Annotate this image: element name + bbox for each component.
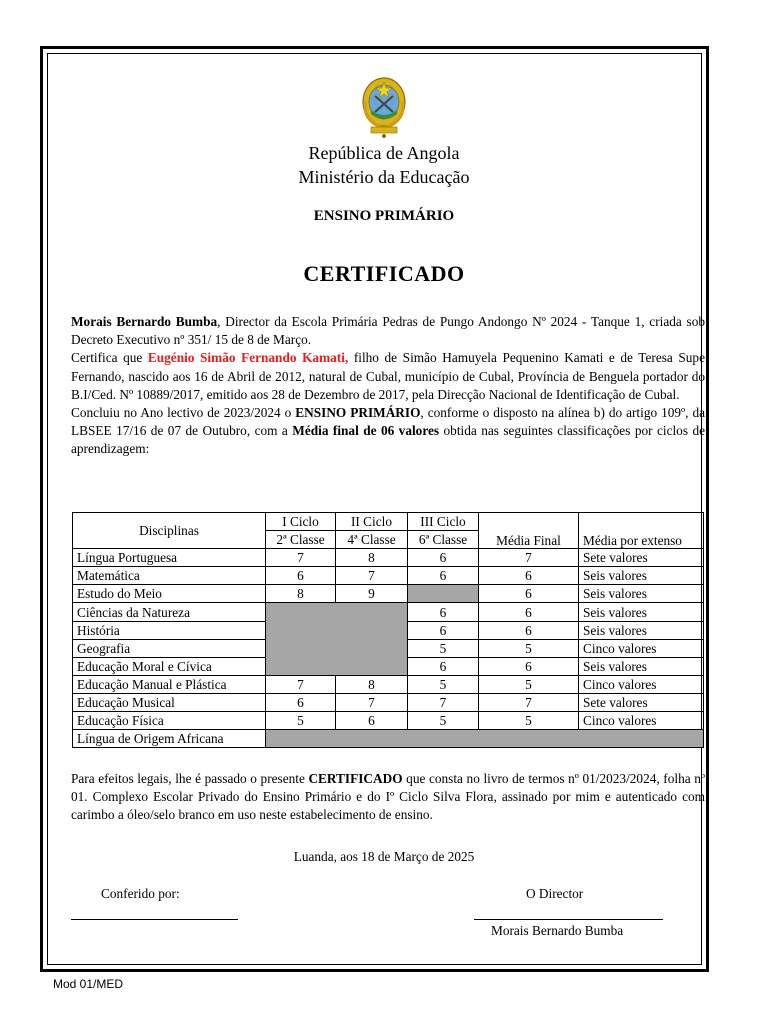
table-header-row <box>73 513 704 531</box>
grade-cycle-3: 6 <box>408 567 479 585</box>
director-name: Morais Bernardo Bumba <box>71 314 218 329</box>
grade-not-applicable <box>266 730 704 748</box>
header-class-1: 2ª Classe <box>266 531 336 549</box>
director-text: , Director da Escola Primária Pedras de Pungo Andongo Nº 2024 - Tanque 1, criada sob Decreto Executivo nº 351/ 15 de 8 de Março. <box>71 314 705 348</box>
grade-extenso: Sete valores <box>579 693 704 711</box>
discipline-name: Educação Musical <box>73 693 266 711</box>
closing-prefix: Para efeitos legais, lhe é passado o presente <box>71 771 309 786</box>
grade-cycle-2: 6 <box>336 712 408 730</box>
director-signature-line <box>474 919 663 920</box>
checked-by-signature-line <box>71 919 238 920</box>
certificate-title: CERTIFICADO <box>303 261 465 286</box>
grade-cycle-2: 8 <box>336 549 408 567</box>
table-row <box>73 730 704 748</box>
grades-table <box>72 512 704 748</box>
student-paragraph <box>71 349 705 404</box>
closing-word: CERTIFICADO <box>308 771 403 786</box>
grade-extenso: Sete valores <box>579 549 704 567</box>
grade-not-applicable <box>408 585 479 603</box>
grade-extenso: Seis valores <box>579 603 704 621</box>
closing-suffix: que consta no livro de termos nº 01/2023/2024, folha nº 01. Complexo Escolar Privado do Ensino Primário e do Iº Ciclo Silva Flora, assinado por mim e autenticado com carimbo a óleo/selo branco em uso neste estabelecimento de ensino. <box>71 771 705 823</box>
grade-cycle-1: 6 <box>266 567 336 585</box>
grade-cycle-3: 5 <box>408 712 479 730</box>
form-model-code: Mod 01/MED <box>53 977 124 991</box>
discipline-name: Educação Moral e Cívica <box>73 657 266 675</box>
grade-cycle-1: 6 <box>266 693 336 711</box>
discipline-name: Geografia <box>73 639 266 657</box>
table-row <box>73 603 704 621</box>
grade-cycle-1: 7 <box>266 549 336 567</box>
student-text: filho de Simão Hamuyela Pequenino Kamati e de Teresa Supe Fernando, nascido aos 16 de Abril de 2012, natural de Cubal, município de Cubal, Província de Benguela portador do B.I/Ced. Nº 10889/2017, emitido aos 28 de Dezembro de 2017, pela Direcção Nacional de Identificação de Cubal. <box>71 350 705 402</box>
discipline-name: História <box>73 621 266 639</box>
discipline-name: Língua de Origem Africana <box>73 730 266 748</box>
grade-media: 6 <box>479 567 579 585</box>
header-disciplinas: Disciplinas <box>73 513 266 549</box>
header-media-final: Média Final <box>479 513 579 549</box>
director-paragraph <box>71 313 705 349</box>
table-row <box>73 693 704 711</box>
concluded-mid: , conforme o disposto na alínea b) do artigo 109º, da LBSEE 17/16 de 07 de Outubro, com a <box>71 405 706 439</box>
certificate-body <box>71 313 705 459</box>
grade-cycle-2: 7 <box>336 693 408 711</box>
discipline-name: Educação Física <box>73 712 266 730</box>
discipline-name: Língua Portuguesa <box>73 549 266 567</box>
discipline-name: Matemática <box>73 567 266 585</box>
grade-cycle-1: 7 <box>266 675 336 693</box>
grade-media: 5 <box>479 639 579 657</box>
grade-cycle-2: 7 <box>336 567 408 585</box>
grade-not-applicable <box>266 603 408 675</box>
grade-media: 6 <box>479 603 579 621</box>
header-class-3: 6ª Classe <box>408 531 479 549</box>
grade-cycle-3: 7 <box>408 693 479 711</box>
grade-cycle-3: 6 <box>408 657 479 675</box>
discipline-name: Ciências da Natureza <box>73 603 266 621</box>
grade-cycle-3: 6 <box>408 621 479 639</box>
grade-media: 6 <box>479 657 579 675</box>
grade-extenso: Seis valores <box>579 621 704 639</box>
grade-cycle-1: 5 <box>266 712 336 730</box>
grade-cycle-3: 6 <box>408 549 479 567</box>
final-grade: Média final de 06 valores <box>292 423 440 439</box>
discipline-name: Educação Manual e Plástica <box>73 675 266 693</box>
ministry-name: Ministério da Educação <box>298 167 470 187</box>
grade-media: 7 <box>479 693 579 711</box>
grade-extenso: Seis valores <box>579 657 704 675</box>
grade-media: 6 <box>479 585 579 603</box>
table-row <box>73 675 704 693</box>
grade-media: 6 <box>479 621 579 639</box>
grade-extenso: Cinco valores <box>579 712 704 730</box>
header-media-extenso: Média por extenso <box>579 513 704 549</box>
director-signature-name: Morais Bernardo Bumba <box>491 923 624 938</box>
header-cycle-3: III Ciclo <box>408 513 479 531</box>
grade-media: 7 <box>479 549 579 567</box>
grade-cycle-2: 9 <box>336 585 408 603</box>
header-class-2: 4ª Classe <box>336 531 408 549</box>
grade-cycle-2: 8 <box>336 675 408 693</box>
table-row <box>73 712 704 730</box>
concluded-level: ENSINO PRIMÁRIO <box>295 405 421 421</box>
grade-extenso: Cinco valores <box>579 639 704 657</box>
republic-name: República de Angola <box>308 143 460 163</box>
student-name: Eugénio Simão Fernando Kamati, <box>147 350 349 366</box>
discipline-name: Estudo do Meio <box>73 585 266 603</box>
conclusion-paragraph <box>71 404 705 459</box>
header-cycle-1: I Ciclo <box>266 513 336 531</box>
grade-cycle-3: 5 <box>408 675 479 693</box>
concluded-suffix: obtida nas seguintes classificações por ciclos de aprendizagem: <box>71 423 705 457</box>
grade-extenso: Seis valores <box>579 585 704 603</box>
table-row <box>73 567 704 585</box>
header-cycle-2: II Ciclo <box>336 513 408 531</box>
grade-cycle-3: 5 <box>408 639 479 657</box>
checked-by-label: Conferido por: <box>101 886 180 901</box>
grade-extenso: Seis valores <box>579 567 704 585</box>
table-row <box>73 585 704 603</box>
education-level: ENSINO PRIMÁRIO <box>313 208 455 224</box>
angola-coat-of-arms-icon <box>359 72 409 138</box>
grade-cycle-1: 8 <box>266 585 336 603</box>
grade-cycle-3: 6 <box>408 603 479 621</box>
table-row <box>73 549 704 567</box>
concluded-prefix: Concluiu no Ano lectivo de 2023/2024 o <box>71 405 296 421</box>
closing-paragraph <box>71 770 705 825</box>
director-label: O Director <box>526 886 584 901</box>
grade-media: 5 <box>479 675 579 693</box>
grade-media: 5 <box>479 712 579 730</box>
certify-prefix: Certifica que <box>71 350 148 366</box>
place-date: Luanda, aos 18 de Março de 2025 <box>293 849 475 864</box>
grade-extenso: Cinco valores <box>579 675 704 693</box>
